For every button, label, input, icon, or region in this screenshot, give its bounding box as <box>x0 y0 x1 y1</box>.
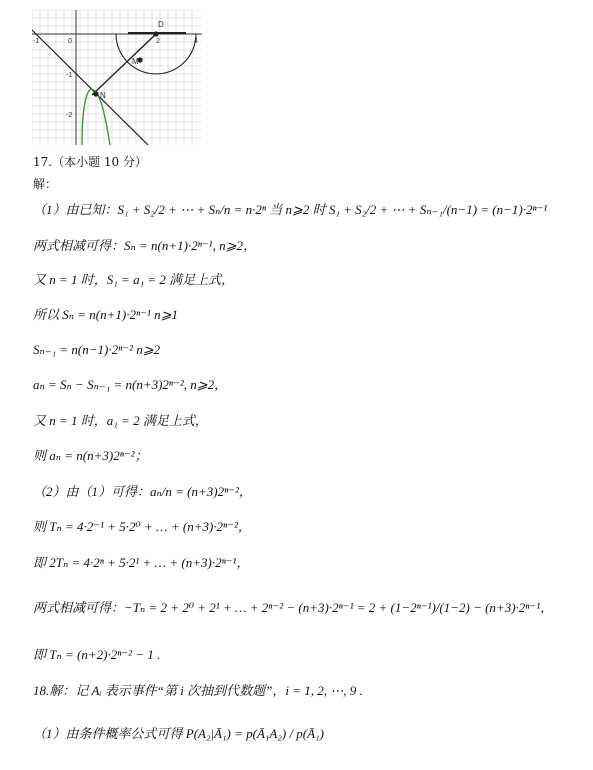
point-d <box>153 31 158 36</box>
geometry-figure <box>32 10 202 145</box>
tick-negx: -1 <box>33 38 40 45</box>
n1-check-line: 又 n = 1 时，S₁ = a₁ = 2 满足上式， <box>33 272 235 287</box>
sn-line: 所以 Sₙ = n(n+1)·2ⁿ⁻¹ n⩾1 <box>33 307 178 322</box>
label-d: D <box>158 20 164 29</box>
tn-subtract-line: 两式相减可得：−Tₙ = 2 + 2⁰ + 2¹ + … + 2ⁿ⁻² − (n+3)·2ⁿ⁻¹ = 2 + (1−2ⁿ⁻¹)/(1−2) − (n+3)·2ⁿ⁻¹， <box>33 600 554 615</box>
tn-line: 则 Tₙ = 4·2⁻¹ + 5·2⁰ + … + (n+3)·2ⁿ⁻²， <box>33 519 251 534</box>
q17-title: 17.（本小题 10 分） <box>33 155 147 169</box>
part2-line: （2）由（1）可得：aₙ/n = (n+3)2ⁿ⁻²， <box>33 484 252 499</box>
point-n <box>93 91 98 96</box>
tn-result-line: 即 Tₙ = (n+2)·2ⁿ⁻² − 1 . <box>33 647 161 662</box>
q18-line: 18.解：记 Aᵢ 表示事件“第 i 次抽到代数题”，i = 1, 2, ⋯, 9 . <box>33 683 363 698</box>
grid <box>32 10 202 145</box>
tick-neg2: -2 <box>66 112 73 119</box>
solution-label: 解： <box>33 177 58 191</box>
tick-neg1: -1 <box>66 72 73 79</box>
tick-two: 2 <box>156 38 160 45</box>
tick-zero: 0 <box>68 38 72 45</box>
subtract-line: 两式相减可得：Sₙ = n(n+1)·2ⁿ⁻¹, n⩾2， <box>33 238 256 253</box>
label-m: M <box>132 57 139 66</box>
line-dn <box>32 30 148 145</box>
an-result-line: 则 aₙ = n(n+3)2ⁿ⁻²； <box>33 448 148 463</box>
conditional-prob-line: （1）由条件概率公式可得 P(A₂|Ā₁) = p(Ā₁A₂) / p(Ā₁) <box>33 726 324 741</box>
tick-four: 4 <box>194 38 198 45</box>
part1-line: （1）由已知：S₁ + S₂/2 + ⋯ + Sₙ/n = n·2ⁿ 当 n⩾2 时 S₁ + S₂/2 + ⋯ + Sₙ₋₁/(n−1) = (n−1)·2ⁿ⁻¹ <box>33 202 548 217</box>
segment-dm <box>92 34 156 95</box>
2tn-line: 即 2Tₙ = 4·2ⁿ + 5·2¹ + … + (n+3)·2ⁿ⁻¹， <box>33 555 250 570</box>
an-line: aₙ = Sₙ − Sₙ₋₁ = n(n+3)2ⁿ⁻², n⩾2， <box>33 377 228 392</box>
sn-1-line: Sₙ₋₁ = n(n−1)·2ⁿ⁻² n⩾2 <box>33 342 161 357</box>
a1-check-line: 又 n = 1 时，a₁ = 2 满足上式， <box>33 413 208 428</box>
label-n: N <box>100 91 106 100</box>
